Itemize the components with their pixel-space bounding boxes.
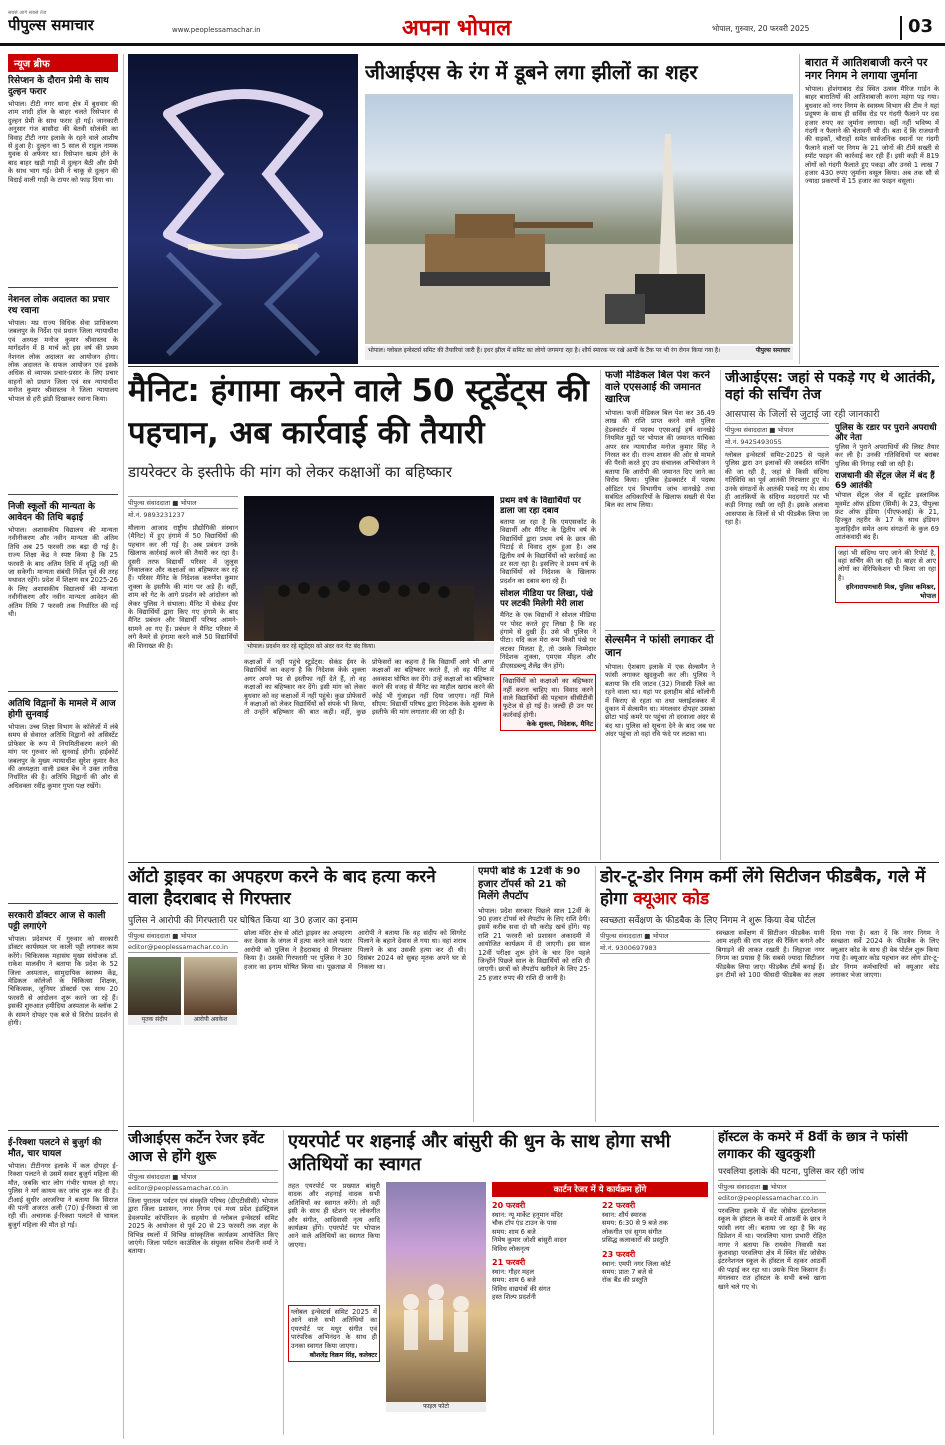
victim-label: मृतक संदीप	[128, 1015, 181, 1025]
brief-headline: सरकारी डॉक्टर आज से काली पट्टी लगाएंगे	[8, 911, 106, 932]
schedule-date: 23 फरवरी	[602, 1249, 636, 1259]
schedule-line: स्थान: न्यू मार्केट हनुमान मंदिर	[492, 1211, 563, 1219]
news-brief-title: न्यूज ब्रीफ	[8, 54, 118, 72]
photo-credit: पीपुल्स समाचार	[755, 347, 790, 354]
airport-quote: ग्लोबल इन्वेस्टर्स समिट 2025 में आने वाले सभी अतिथियों का एयरपोर्ट पर मधुर संगीत एवं पारंपरिक अभिनंदन के साथ ही उनका स्वागत किया जाएगा।	[291, 1308, 377, 1350]
victim-photo	[128, 957, 181, 1015]
schedule-box	[492, 1182, 708, 1412]
qr-headline-text: डोर-टू-डोर निगम कर्मी लेंगे सिटीजन फीडबैक, गले में होगा क्यूआर कोड	[600, 867, 926, 909]
schedule-line: रॉक बैंड की प्रस्तुति	[602, 1276, 648, 1285]
schedule-date: 20 फरवरी	[492, 1201, 526, 1210]
schedule-line: निमेष कुमार जोशी बांसुरी वादन	[492, 1236, 567, 1245]
brief-item	[8, 291, 118, 491]
brief-item	[8, 1134, 118, 1434]
hyderabad-body: छोला मंदिर क्षेत्र से ऑटो ड्राइवर का अपहरण कर देवास के जंगल में हत्या करने वाले फरार आरोपी को पुलिस ने हैदराबाद से गिरफ्तार किया है। उसकी गिरफ्तारी पर पुलिस ने 30 हजार का इनाम घोषित किया था। पूछताछ में आरोपी ने बताया कि वह संदीप को सिगरेट पिलाने के बहाने देवास ले गया था। वहां शराब पिलाने के बाद उसकी हत्या कर दी थी। दिसंबर 2024 को सुबह मृतक अपने घर से निकला था।	[244, 929, 466, 971]
schedule-line: समय: 6:30 से 9 बजे तक	[602, 1219, 668, 1228]
mp-board-body: भोपाल। प्रदेश सरकार पिछले साल 12वीं के 90 हजार टॉपर्स को लैपटॉप के लिए राशि देगी। इसमें करीब सवा दो सौ करोड़ खर्च होंगे। यह राशि 21 फरवरी को प्रशासन अकादमी में आयोजित कार्यक्रम में दी जाएगी। इस साल 12वीं परीक्षा शुरू होने के चार दिन पहले जिन्होंने पिछले साल के विद्यार्थियों को राशि दी जाएगी। छात्रों को लैपटॉप खरीदने के लिए 25-25 हजार रुपए की राशि दी जानी है।	[478, 906, 590, 982]
airport-photo-caption: फाइल फोटो	[386, 1402, 486, 1412]
manit-byline-block	[128, 496, 238, 520]
schedule-day	[602, 1249, 708, 1285]
news-brief-sidebar	[8, 54, 118, 1439]
gis-terror-quote-author: हरिनारायणचारी मिश्र, पुलिस कमिश्नर, भोपाल	[846, 583, 936, 601]
lake-logo-photo	[128, 54, 358, 364]
schedule-line: समय: शाम 6 बजे	[492, 1227, 536, 1236]
fireworks-story	[805, 56, 939, 361]
bail-headline: फर्जी मेडिकल बिल पेश करने वाले एएसआई की जमानत खारिज	[605, 370, 710, 405]
airport-photo	[386, 1182, 486, 1402]
gis-terror-headline: जीआईएस: जहां से पकड़े गए थे आतंकी, वहां की सर्चिंग तेज	[725, 370, 936, 403]
schedule-line: स्थान: एमपी नगर जिला कोर्ट	[602, 1259, 671, 1268]
schedule-line: समय: प्रातः 7 बजे से	[602, 1268, 653, 1277]
brief-headline: अतिथि विद्वानों के मामले में आज होगी सुनवाई	[8, 699, 116, 720]
tank-graphic	[365, 94, 793, 344]
accused-label: आरोपी अवकेश	[184, 1015, 237, 1025]
manit-quote-box	[500, 674, 596, 731]
top-story-headline: जीआईएस के रंग में डूबने लगा झीलों का शहर	[365, 60, 698, 84]
schedule-line: प्रसिद्ध कलाकारों की प्रस्तुति	[602, 1236, 669, 1245]
gis-terror-body: ग्लोबल इन्वेस्टर्स समिट-2025 से पहले पुलिस द्वारा उन इलाकों की जबर्दस्त सर्चिंग की जा रही है, जहां से किसी संदिग्ध गतिविधि का पूर्व आतंकी गिरफ्तार हुए थे। उनके संगठनों के आतंकी पकड़े गए थे। साथ ही आतंकियों के संदिग्ध मददगारों पर भी कड़ी निगाह रखी जा रही है। इसके अलावा आसपास के जिलों से भी फीडबैक लिया जा रहा है।	[725, 451, 829, 527]
manit-protest-photo	[244, 496, 494, 641]
schedule-date: 22 फरवरी	[602, 1201, 636, 1210]
curtain-headline: जीआईएस कर्टेन रेजर इवेंट आज से होंगे शुरू	[128, 1131, 265, 1165]
brief-headline: निजी स्कूलों की मान्यता के आवेदन की तिथि बढ़ाई	[8, 502, 95, 523]
airport-quote-author: कौशलेंद्र विक्रम सिंह, कलेक्टर	[309, 1352, 377, 1360]
crowd-graphic	[244, 496, 494, 641]
hostel-body-continued	[831, 1180, 939, 1407]
gis-terror-subhead: आसपास के जिलों से जुटाई जा रही जानकारी	[725, 409, 880, 420]
accused-photo	[184, 957, 237, 1015]
hostel-body: परवलिया इलाके में सेंट जोसेफ इंटरनेशनल स्कूल के हॉस्टल के कमरे में आठवीं के छात्र ने फांसी लगा ली। बताया जा रहा है कि वह डिप्रेशन में था। परवलिया थाना प्रभारी रोहित नागर ने बताया कि रायसेन निवासी यश कुशवाहा परवलिया क्षेत्र में स्थित सेंट जोसेफ इंटरनेशनल स्कूल के हॉस्टल में रहकर आठवीं की पढ़ाई कर रहा था। उसके पिता किसान हैं। मंगलवार रात हॉस्टल के सभी बच्चे खाना खाने चले गए थे।	[718, 1207, 826, 1291]
brand-tagline: सबसे आगे सबसे तेज	[8, 10, 47, 16]
manit-quote: विद्यार्थियों को कक्षाओं का बहिष्कार नहीं करना चाहिए था। विवाद करने वाले विद्यार्थियों की पहचान सीसीटीवी फुटेज से हो गई है। जल्दी ही उन पर कार्रवाई होगी।	[503, 677, 593, 719]
curtain-email[interactable]: editor@peoplessamachar.co.in	[128, 1183, 278, 1194]
fireworks-headline: बारात में आतिशबाजी करने पर नगर निगम ने लगाया जुर्माना	[805, 56, 928, 82]
schedule-day	[602, 1200, 708, 1245]
dateline: भोपाल, गुरुवार, 20 फरवरी 2025	[712, 24, 810, 33]
schedule-line: चौक टॉप एंड टाउन के पास	[492, 1219, 557, 1228]
salesman-body: भोपाल। ऐशबाग इलाके में एक सेल्समैन ने फांसी लगाकर खुदकुशी कर ली। पुलिस ने बताया कि रवि जाटव (32) निवासी जिले का रहने वाला था। यहां पर इलाहीम बोर्ड कॉलोनी में किराए से रहता था तथा फ्लाईशक्कर में दुकान में सेल्समैन था। मंगलवार दोपहर उसका छोटा भाई कमरे पर पहुंचा तो दरवाजा अंदर से बंद था। पुलिस को सूचना देने के बाद जब घर अंदर पहुंचा तो वहां रवि फंदे पर लटका था।	[605, 663, 715, 739]
gis-terror-sub1-body: पुलिस ने पुराने अपराधियों की लिस्ट तैयार कर ली है। उनकी गतिविधियों पर बराबर पुलिस की निगाह रखी जा रही है।	[835, 443, 939, 468]
hyderabad-subhead: पुलिस ने आरोपी की गिरफ्तारी पर घोषित किया था 30 हजार का इनाम	[128, 916, 358, 926]
airport-story	[288, 1130, 708, 1435]
masthead-url[interactable]: www.peoplessamachar.in	[172, 26, 261, 34]
bail-body: भोपाल। फर्जी मेडिकल बिल पेश कर 36.49 लाख की राशि प्राप्त करने वाले पुलिस हेडक्वार्टर में पदस्थ एएसआई हर्ष वानखेड़े नियमित मुद्दों पर भोपाल की जमानत याचिका अपर सत्र न्यायाधीश मनोज कुमार सिंह ने निरस्त कर दी। राज्य शासन की ओर से मामले की पैरवी करते हुए उप संचालक अभियोजन ने बताया कि आरोपी की जमानत दिए जाने का विरोध किया। पुलिस हेडक्वार्टर में पदस्थ ऑडिटर एवं विभागीय जांच वानखेड़े तथा सबंधित अधिकारियों के खिलाफ सख्ती से पेश बिल का लाभ लिया।	[605, 409, 715, 510]
fireworks-body: भोपाल। होशंगाबाद रोड स्थित उत्सव मैरिज गार्डन के बाहर बारातियों की आतिशबाजी करना महंगा पड़ गया। बुधवार को नगर निगम के स्वास्थ्य विभाग की टीम ने यहां प्रदूषण के साथ ही सर्विस रोड पर गंदगी फैलाने पर दस हजार रुपए का जुर्माना लगाया। वहीं नहीं भविष्य में गंदगी न फैलाने की चेतावनी भी दी। बता दें कि राजधानी की सड़कों, चौराहों समेत सार्वजनिक स्थानों पर गंदगी फैलाने वालों पर निगम के 21 जोनों की टीमें सख्ती से स्पॉट फाइन की कार्रवाई कर रही हैं। इसी कड़ी में 819 लोगों को गंदगी फैलाते हुए पकड़ा और उनसे 1 लाख 7 हजार 430 रुपए जुर्माना वसूल किया। अब तक सौ से ज्यादा प्रकरणों में 15 हजार का फाइन वसूला।	[805, 85, 939, 186]
manit-side-box	[500, 496, 596, 858]
hyderabad-headline: ऑटो ड्राइवर का अपहरण करने के बाद हत्या करने वाला हैदराबाद से गिरफ्तार	[128, 867, 436, 909]
curtain-byline: पीपुल्स संवाददाता ■ भोपाल	[128, 1170, 278, 1183]
salesman-story	[605, 634, 715, 858]
caption-text: भोपाल। ग्लोबल इन्वेस्टर्स समिट की तैयारियां जारी हैं। इधर झील में समिट का लोगो जगमगा रहा है। शौर्य स्मारक पर रखे आर्मी के टैंक पर भी रंग रोगन किया गया है।	[368, 347, 721, 354]
qr-subhead: स्वच्छता सर्वेक्षण के फीडबैक के लिए निगम ने शुरू किया वेब पोर्टल	[600, 916, 816, 926]
qr-story	[600, 866, 939, 1122]
schedule-line: समय: शाम 6 बजे	[492, 1276, 536, 1285]
manit-side-head: प्रथम वर्ष के विद्यार्थियों पर डाला जा रहा दबाव	[500, 496, 581, 516]
airport-headline: एयरपोर्ट पर शहनाई और बांसुरी की धुन के साथ होगा सभी अतिथियों का स्वागत	[288, 1131, 671, 1175]
gis-terror-sub2-body: भोपाल सेंट्रल जेल में स्टूडेंट इस्लामिक मूवमेंट ऑफ इंडिया (सिमी) के 23, पीपुल्स फ्रंट ऑफ इंडिया (पीएफआई) के 21, हिज्बुत तहरीर के 17 के साथ इंडियन मुजाहिदीन समेत अन्य संगठनों के कुल 69 आतंकवादी बंद हैं।	[835, 491, 939, 542]
brief-headline: ई-रिक्शा पलटने से बुजुर्ग की मौत, चार घायल	[8, 1138, 102, 1159]
qr-byline: पीपुल्स संवाददाता ■ भोपाल	[600, 929, 710, 942]
brief-headline: नेशनल लोक अदालत का प्रचार रथ रवाना	[8, 295, 110, 316]
section-title: अपना भोपाल	[402, 16, 512, 41]
mp-board-story	[478, 866, 590, 1122]
salesman-headline: सेल्समैन ने फांसी लगाकर दी जान	[605, 634, 714, 659]
brief-body: भोपाल। टीटीनगर इलाके में कल दोपहर ई-रिक्शा पलटने से उसमें सवार बुजुर्ग महिला की मौत, जबकि चार लोग गंभीर घायल हो गए। पुलिस ने मर्ग कायम कर जांच शुरू कर दी है। टीआई सुधीर अरजरिया ने बताया कि सिराज की पत्नी अजरत अली (70) ई-रिक्शा से जा रही थीं। अचानक ई-रिक्शा पलटने से घायल बुजुर्ग महिला की मौत हो गई।	[8, 1162, 118, 1229]
qr-highlight: क्यूआर कोड	[633, 889, 710, 909]
schedule-title: कार्टन रेजर में ये कार्यक्रम होंगे	[492, 1182, 708, 1197]
manit-body-col2: कक्षाओं में नहीं पहुंचे स्टूडेंट्स: सेकंड ईयर के विद्यार्थियों का कहना है कि निदेशक केके शुक्ला अगर अपने पद से इस्तीफा नहीं देते हैं, तो वह कक्षाओं का बहिष्कार कर देंगे। इसी मांग को लेकर बुधवार को वह कक्षाओं में नहीं पहुंचे। कुछ प्रोफेसरों ने कक्षाओं को लेकर विद्यार्थियों को संपर्क भी किया, तो उन्होंने बहिष्कार की बात कही। वहीं, कुछ प्रोफेसरों का कहना है कि विद्यार्थी आगे भी अगर कक्षाओं का बहिष्कार करते हैं, तो वह मैनिट में अवकाश घोषित कर देंगे। उन्हें कक्षाओं का बहिष्कार करने की वजह से मैनिट का माहौल खराब करने की कोई भी गुंजाइश नहीं दिया जाएगा। नहीं मिले सीएम: विद्यार्थी परिषद द्वारा निदेशक केके शुक्ला के इस्तीफे की मांग लगातार की जा रही है।	[244, 658, 494, 717]
brief-item	[8, 72, 118, 284]
qr-phone: मो.नं. 9300697983	[600, 942, 710, 954]
gis-terror-phone: मो.नं. 9425493055	[725, 436, 829, 448]
gis-terror-sub1: पुलिस के रडार पर पुराने अपराधी और नेता	[835, 423, 937, 443]
brand-logo	[8, 10, 158, 40]
manit-phone: मो.नं. 9893231237	[128, 509, 238, 520]
schedule-date: 21 फरवरी	[492, 1258, 526, 1268]
bail-story	[605, 370, 715, 628]
gis-terror-quote-box	[835, 546, 939, 604]
gis-terror-story	[725, 370, 939, 858]
manit-side-body2: मैनिट के एक विद्यार्थी ने सोशल मीडिया पर पोस्ट करते हुए लिखा है कि वह हंगामे से दुखी है। उसे भी पुलिस ने पीटा। यदि कल मेरा रूम किसी पंखे पर लटका मिलता है, तो उसके जिम्मेदार निदेशक शुक्ला, एमएस मीहल और डीएसडब्ल्यू शैलेंद्र जैन होंगे।	[500, 611, 596, 670]
brief-body: भोपाल। मप्र राज्य विधिक सेवा प्राधिकरण जबलपुर के निर्देश एवं प्रधान जिला न्यायाधीश एवं अध्यक्ष मनोज कुमार श्रीवास्तव के मार्गदर्शन में 8 मार्च को इस वर्ष की प्रथम नेशनल लोक अदालत का आयोजन होगा। लोक अदालत के सफल आयोजन एवं इसके अधिक से व्यापक प्रचार-प्रसार के लिए प्रचार वाहनों को प्रधान जिला एवं सत्र न्यायाधीश मनोज कुमार श्रीवास्तव ने जिला न्यायालय भोपाल से हरी झंडी दिखाकर रवाना किया।	[8, 319, 118, 403]
manit-side-head2: सोशल मीडिया पर लिखा, पंखे पर लटकी मिलेगी मेरी लाश	[500, 589, 593, 610]
schedule-line: स्थान: गौहर महल	[492, 1268, 534, 1277]
hostel-email[interactable]: editor@peoplessamachar.co.in	[718, 1193, 826, 1204]
hyderabad-byline: पीपुल्स संवाददाता ■ भोपाल	[128, 929, 238, 942]
manit-headline: मैनिट: हंगामा करने वाले 50 स्टूडेंट्स की पहचान, अब कार्रवाई की तैयारी	[128, 373, 589, 451]
gis-terror-byline: पीपुल्स संवाददाता ■ भोपाल	[725, 423, 829, 436]
brief-body: भोपाल। प्रदेशभर में गुरुवार को सरकारी डॉक्टर कार्यस्थल पर काली पट्टी लगाकर काम करेंगे। चिकित्सक महासंघ मुख्य संयोजक डॉ. राकेश मालवीय ने बताया कि प्रदेश के 52 जिला अस्पताल, सामुदायिक स्वास्थ्य केंद्र, मेडिकल कॉलेजों के चिकित्सा शिक्षक, चिकित्सक, जूनियर डॉक्टर्स एक साथ 20 फरवरी से आंदोलन शुरू करने जा रहे हैं। इसकी शुरुआत हमीदिया अस्पताल के ब्लॉक 2 के सामने दोपहर एक बजे से विरोध प्रदर्शन से होगी।	[8, 935, 118, 1028]
manit-body-col1: मौलाना आजाद राष्ट्रीय प्रौद्योगिकी संस्थान (मैनिट) में हुए हंगामे में 50 विद्यार्थियों की पहचान कर ली गई है। अब प्रबंधन उनके खिलाफ कार्रवाई करने की तैयारी कर रहा है। दूसरी तरफ विद्यार्थी परिसर में जुलूस निकालकर और कक्षाओं का बहिष्कार कर रहे हैं। परिसर मैनिट के निदेशक करुणेश कुमार शुक्ला के इस्तीफे की मांग पर अड़े हैं। वहीं, शाम को गेट के आगे प्रदर्शन को आंदोलन को लेकर पुलिस ने संभाला। मैनिट में सेकंड ईयर के विद्यार्थियों द्वारा किए गए हंगामे के बाद मैनिट प्रबंधन और विद्यार्थी परिषद आमने-सामने आ गए हैं। प्रबंधन ने मैनिट परिसर में लगे कैमरे से हंगामा करने वाले 50 विद्यार्थियों की शिनाख्त की है।	[128, 524, 238, 650]
brief-item	[8, 907, 118, 1127]
hostel-byline: पीपुल्स संवाददाता ■ भोपाल	[718, 1180, 826, 1193]
brief-body: भोपाल। उच्च शिक्षा विभाग के कॉलेजों में लंबे समय से सेवारत अतिथि विद्वानों को असिस्टेंट प्रोफेसर के रूप में नियमितीकरण करने की मांग पर गुरुवार को सुनवाई होगी। हाईकोर्ट जबलपुर के मुख्य न्यायाधीश सुरेश कुमार कैत की अध्यक्षता वाली डबल बेंच ने उक्त तारीख निर्धारित की है। अतिथि विद्वानों की ओर से अधिवक्ता रवींद्र कुमार गुप्ता पक्ष रखेंगे।	[8, 723, 118, 790]
manit-quote-author: केके शुक्ला, निदेशक, मैनिट	[526, 720, 593, 729]
hostel-story	[718, 1130, 939, 1435]
manit-subhead: डायरेक्टर के इस्तीफे की मांग को लेकर कक्षाओं का बहिष्कार	[128, 463, 453, 481]
schedule-line: विविध वाद्ययंत्रों की संगत	[492, 1284, 551, 1293]
brief-body: भोपाल। टीटी नगर थाना क्षेत्र में बुधवार की शाम शादी हॉल के बाहर चलते रिसेप्शन से दुल्हन प्रेमी के साथ फरार हो गई। जानकारी अनुसार गंज बासौदा की बेतवी सोलंकी का विवाह टीटी नगर इलाके के रहने वाले आशीष से हुआ है। दुल्हन का 5 साल से राहुल नामक युवक से अफेयर था। रिसेप्शन खत्म होने के बाद बाहर खड़ी गाड़ी में दुल्हन बैठी और प्रेमी के साथ भाग गई। प्रेमी ने चाकू से दुल्हन की विदाई वाली गाड़ी के टायर को फाड़ दिया था।	[8, 100, 118, 184]
brief-item	[8, 695, 118, 900]
page-number: 03	[900, 16, 940, 40]
qr-headline	[600, 866, 939, 910]
gis-terror-sub2: राजधानी की सेंट्रल जेल में बंद हैं 69 आतंकी	[835, 471, 935, 492]
airport-quote-box	[288, 1305, 380, 1362]
manit-byline: पीपुल्स संवाददाता ■ भोपाल	[128, 496, 238, 509]
curtain-body: जिला पुरातत्व पर्यटन एवं संस्कृति परिषद (डीएटीसीसी) भोपाल द्वारा जिला प्रशासन, नगर निगम एवं मध्य प्रदेश इंडस्ट्रियल डेवलपमेंट कॉर्पोरेशन के सहयोग से ग्लोबल इन्वेस्टर्स समिट 2025 के आयोजन से पूर्व 20 से 23 फरवरी तक शहर के विभिन्न स्थलों में विभिन्न सांस्कृतिक कार्यक्रम आयोजित किए जाएंगे। जिला पर्यटन काउंसिल के संयुक्त सचिव रोशनी वर्मा ने बताया।	[128, 1197, 278, 1256]
manit-side-body: बताया जा रहा है कि एमएसकॉट के विद्यार्थी और मैनिट के द्वितीय वर्ष के विद्यार्थियों द्वारा प्रथम वर्ष के छात्र की पिटाई से विवाद शुरू हुआ है। अब द्वितीय वर्ष के विद्यार्थियों को कार्रवाई का डर सता रहा है। इसलिए वे प्रथम वर्ष के विद्यार्थियों को निदेशक के खिलाफ प्रदर्शन का दबाव बना रहे हैं।	[500, 518, 596, 585]
schedule-line: लोकगीत एवं सुगम संगीत	[602, 1227, 662, 1236]
curtain-story	[128, 1130, 278, 1435]
schedule-line: स्थान: शौर्य स्मारक	[602, 1211, 647, 1219]
top-story-caption	[365, 346, 793, 360]
hyderabad-story	[128, 866, 468, 1122]
hyderabad-email[interactable]: editor@peoplessamachar.co.in	[128, 942, 238, 953]
manit-photo-caption: भोपाल। प्रदर्शन कर रहे स्टूडेंट्स को अंदर कर गेट बंद किया।	[244, 642, 494, 654]
brief-body: भोपाल। अशासकीय विद्यालय की मान्यता नवीनीकरण और नवीन मान्यता की अंतिम तिथि अब 25 फरवरी तक बढ़ा दी गई है। राज्य शिक्षा केंद्र ने स्पष्ट किया है कि 25 फरवरी के बाद अंतिम तिथि में वृद्धि नहीं की जा सकेगी। मान्यता संबंधी निर्देश पूर्व की तरह यथावत रहेंगे। प्रदेश में शिक्षण सत्र 2025-26 के लिए अशासकीय विद्यालयों की मान्यता नवीनीकरण और नवीन मान्यता आवेदन की अंतिम तिथि 7 फरवरी तक निर्धारित की गई थी।	[8, 526, 118, 619]
illuminated-logo-graphic	[128, 54, 358, 364]
schedule-line: विविध लोकनृत्य	[492, 1244, 530, 1253]
brief-item	[8, 498, 118, 688]
schedule-day	[492, 1200, 598, 1253]
airport-body: तहत एयरपोर्ट पर प्रख्यात बांसुरी वादक और शहनाई वादक सभी अतिथियों का स्वागत करेंगे। तो वहीं इसी के साथ ही स्टेशन पर लोकगीत और संगीत, आदिवासी नृत्य आदि कार्यक्रम होंगे। एयरपोर्ट पर भोपाल आने वाले अतिथियों का स्वागत किया जाएगा।	[288, 1182, 380, 1249]
masthead	[0, 0, 945, 46]
hostel-subhead: परवलिया इलाके की घटना, पुलिस कर रही जांच	[718, 1167, 865, 1177]
dancers-graphic	[386, 1182, 486, 1402]
brief-headline: रिसेप्शन के दौरान प्रेमी के साथ दुल्हन फरार	[8, 76, 109, 97]
qr-body: स्वच्छता सर्वेक्षण में सिटीजन फीडबैक यानी आम शहरी की राय शहर की रैंकिंग बनाने और बिगाड़ने की ताकत रखती है। लिहाजा नगर निगम का प्रयास है कि सबसे ज्यादा सिटीजन फीडबैक लिया जाए। फीडबैक टीमें बनाई हैं। इन टीमों को 100 फीसदी फीडबैक का लक्ष्य दिया गया है। बता दें कि नगर निगम ने स्वच्छता सर्वे 2024 के फीडबैक के लिए क्यूआर कोड के साथ ही वेब पोर्टल शुरू किया गया है। क्यूआर कोड पहचान कर लोग डोर-टू-डोर निगम कर्मचारियों को क्यूआर कोड लगाकर भेजा जाएगा।	[716, 929, 939, 980]
schedule-day	[492, 1257, 598, 1302]
gis-terror-quote: जहां भी संदिग्ध पाए जाने की रिपोर्ट है, वहां सर्चिंग की जा रही है। बाहर से आए लोगों का वेरिफिकेशन भी किया जा रहा है।	[838, 548, 936, 582]
hostel-headline: हॉस्टल के कमरे में 8वीं के छात्र ने फांसी लगाकर की खुदकुशी	[718, 1130, 908, 1162]
brand-name: पीपुल्स समाचार	[8, 16, 94, 34]
schedule-line: हस्त शिल्प प्रदर्शनी	[492, 1293, 536, 1302]
tank-memorial-photo	[365, 94, 793, 344]
mp-board-headline: एमपी बोर्ड के 12वीं के 90 हजार टॉपर्स को 21 को मिलेंगे लैपटॉप	[478, 866, 581, 902]
